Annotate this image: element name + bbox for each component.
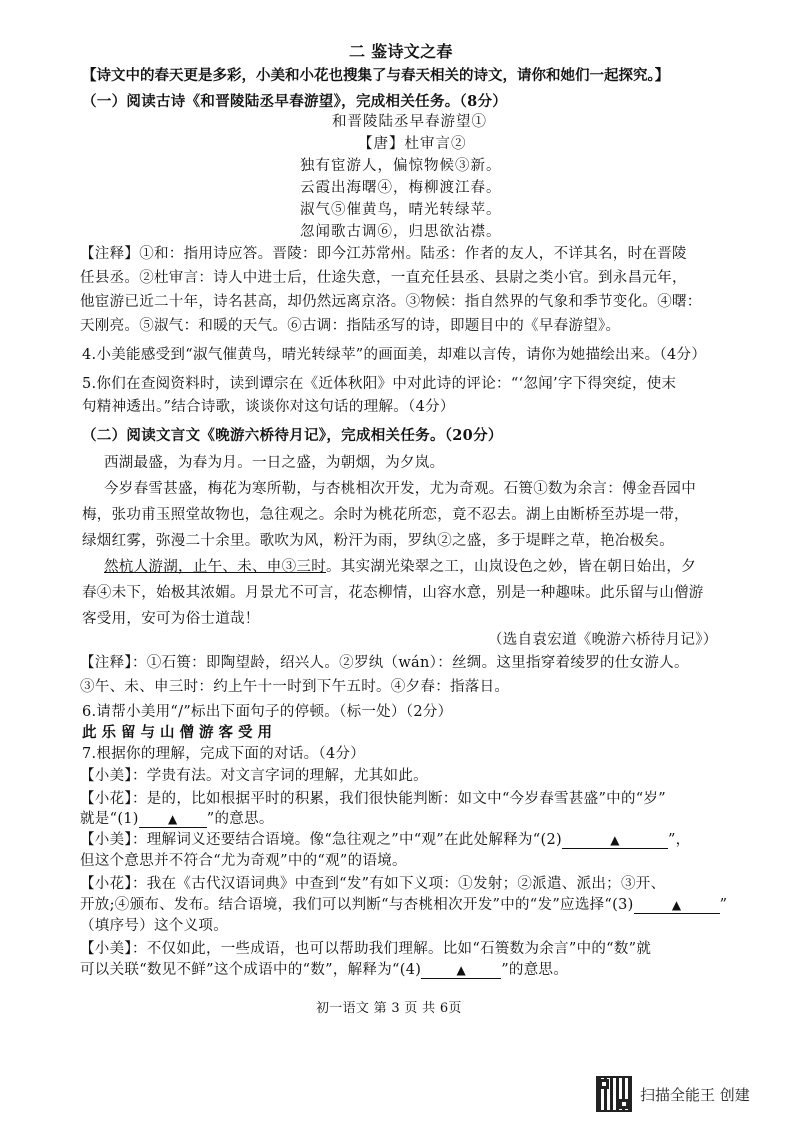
question-5-line: 5.你们在查阅资料时，读到谭宗在《近体秋阳》中对此诗的评论：“‘忽闻’字下得突绽，使末 [82,376,677,392]
answer-blank-4[interactable] [421,962,501,979]
poem-title: 和晋陵陆丞早春游望① [332,114,487,130]
dialogue-text: 就是“(1) [80,811,139,827]
passage-line: 西湖最盛，为春为月。一日之盛，为朝烟，为夕岚。 [104,455,445,471]
passage-line: 客受用，安可为俗士道哉！ [82,611,260,627]
question-6: 6.请帮小美用“/”标出下面句子的停顿。（标一处）（2分） [82,704,453,720]
passage-line: 绿烟红雾，弥漫二十余里。歌吹为风，粉汗为雨，罗纨②之盛，多于堤畔之草，艳冶极矣。 [82,533,674,549]
passage-note-line: 【注释】：①石篑：即陶望龄，绍兴人。②罗纨（wán）：丝绸。这里指穿着绫罗的仕女游人。 [80,655,689,671]
poem-note-line: 他宦游已近二十年，诗名甚高，却仍然远离京洛。③物候：指自然界的气象和季节变化。④曙： [80,294,702,310]
qr-code-icon [596,1076,632,1112]
answer-blank-2[interactable] [562,832,668,849]
part1-heading: （一）阅读古诗《和晋陵陆丞早春游望》，完成相关任务。（8分） [82,93,508,110]
poem-note-line: 【注释】①和：指用诗应答。晋陵：即今江苏常州。陆丞：作者的友人，不详其名，时在晋陵 [80,246,687,262]
scanner-watermark: 扫描全能王 创建 [640,1086,750,1104]
passage-line-underlined [104,557,696,577]
dialogue-text: 【小美】：理解词义还要结合语境。像“急往观之”中“观”在此处解释为“(2) [80,832,562,848]
dialogue-text: 可以关联“数见不鲜”这个成语中的“数”，解释为“(4) [80,962,422,978]
dialogue-line [80,960,568,980]
triangle-icon: ▲ [671,898,682,912]
dialogue-line [80,895,727,915]
poem-line: 独有宦游人，偏惊物候③新。 [300,158,502,174]
triangle-icon: ▲ [456,963,466,977]
page-footer: 初一语文 第 3 页 共 6页 [316,1001,462,1016]
passage-line: 梅，张功甫玉照堂故物也，急往观之。余时为桃花所恋，竟不忍去。湖上由断桥至苏堤一带， [82,507,689,523]
dialogue-text: 开放;④颁布、发布。结合语境，我们可以判断“与杏桃相次开发”中的“发”应选择“(3) [80,897,634,913]
dialogue-line: 【小花】：是的，比如根据平时的积累，我们很快能判断：如文中“今岁春雪甚盛”中的“岁” [80,791,666,807]
dialogue-line [80,830,690,850]
poem-line: 忽闻歌古调⑥，归思欲沾襟。 [300,224,502,240]
passage-note-line: ③午、未、申三时：约上午十一时到下午五时。④夕春：指落日。 [80,679,510,695]
poem-line: 云霞出海曙④，梅柳渡江春。 [300,180,502,196]
question-5-line: 句精神透出。”结合诗歌，谈谈你对这句话的理解。（4分） [82,399,455,415]
part2-heading: （二）阅读文言文《晚游六桥待月记》，完成相关任务。（20分） [82,427,503,444]
answer-blank-1[interactable] [139,811,207,828]
passage-text: 。其实湖光染翠之工，山岚设色之妙，皆在朝日始出，夕 [326,559,696,575]
poem-author: 【唐】杜审言② [358,136,467,152]
underlined-sentence: 然杭人游湖，止午、未、申③三时 [104,559,326,575]
passage-source: （选自袁宏道《晚游六桥待月记》） [488,632,718,648]
dialogue-text: ”的意思。 [501,962,569,978]
dialogue-line: 【小花】：我在《古代汉语词典》中查到“发”有如下义项：①发射；②派遣、派出；③开、 [80,876,666,892]
dialogue-line: 【小美】：不仅如此，一些成语，也可以帮助我们理解。比如“石篑数为余言”中的“数”就 [80,941,652,957]
passage-line: 今岁春雪甚盛，梅花为寒所勒，与杏桃相次开发，尤为奇观。石篑①数为余言：傅金吾园中 [104,481,696,497]
section-intro: 【诗文中的春天更是多彩，小美和小花也搜集了与春天相关的诗文，请你和她们一起探究。】 [82,67,670,84]
dialogue-line: 但这个意思并不符合“尤为奇观”中的“观”的语境。 [80,853,407,869]
dialogue-line: 【小美】：学贵有法。对文言字词的理解，尤其如此。 [80,768,428,784]
dialogue-text: ” [719,897,728,913]
dialogue-text: ”的意思。 [206,811,274,827]
dialogue-text: ”， [667,832,691,848]
question-7: 7.根据你的理解，完成下面的对话。（4分） [82,746,366,762]
section-title: 二 鉴诗文之春 [349,42,453,61]
dialogue-line: （填序号）这个义项。 [80,918,228,934]
triangle-icon: ▲ [168,812,178,826]
poem-note-line: 任县丞。②杜审言：诗人中进士后，仕途失意，一直充任县丞、县尉之类小官。到永昌元年， [80,270,687,286]
poem-line: 淑气⑤催黄鸟，晴光转绿苹。 [300,202,502,218]
question-6-sentence: 此乐留与山僧游客受用 [82,724,277,741]
answer-blank-3[interactable] [634,897,720,914]
question-4: 4.小美能感受到“淑气催黄鸟，晴光转绿苹”的画面美，却难以言传，请你为她描绘出来。（4分） [82,347,707,363]
dialogue-line [80,809,274,829]
passage-line: 春④未下，始极其浓媚。月景尤不可言，花态柳情，山容水意，别是一种趣味。此乐留与山僧游 [82,585,704,601]
triangle-icon: ▲ [610,833,620,847]
poem-note-line: 天刚亮。⑤淑气：和暖的天气。⑥古调：指陆丞写的诗，即题目中的《早春游望》。 [80,318,621,334]
